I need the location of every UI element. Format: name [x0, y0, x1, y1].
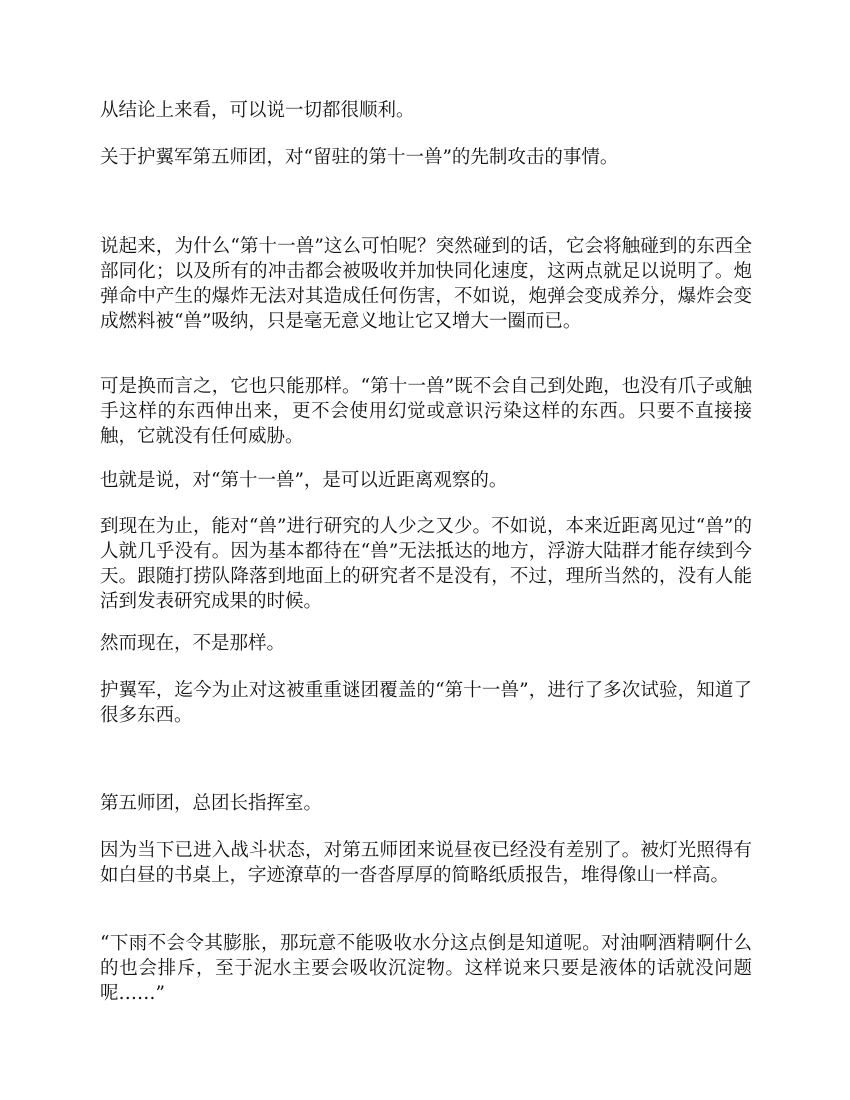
paragraph-close-observation: 也就是说，对“第十一兽”，是可以近距离观察的。 — [100, 470, 508, 491]
paragraph-battle-state: 因为当下已进入战斗状态，对第五师团来说昼夜已经没有差别了。被灯光照得有如白昼的书桌上，字迹潦草的一沓沓厚厚的简略纸质报告，堆得像山一样高。 — [100, 840, 752, 886]
paragraph-dialogue: “下雨不会令其膨胀，那玩意不能吸收水分这点倒是知道呢。对油啊酒精啊什么的也会排斥，至于泥水主要会吸收沉淀物。这样说来只要是液体的话就没问题呢……” — [100, 933, 752, 1004]
paragraph-fifth-division: 关于护翼军第五师团，对“留驻的第十一兽”的先制攻击的事情。 — [100, 147, 619, 168]
paragraph-command-room: 第五师团，总团长指挥室。 — [100, 793, 323, 814]
paragraph-no-threat: 可是换而言之，它也只能那样。“第十一兽”既不会自己到处跑，也没有爪子或触手这样的东西伸出来，更不会使用幻觉或意识污染这样的东西。只要不直接接触，它就没有任何威胁。 — [100, 376, 752, 447]
paragraph-not-so-now: 然而现在，不是那样。 — [100, 633, 286, 654]
paragraph-conclusion: 从结论上来看，可以说一切都很顺利。 — [100, 100, 415, 121]
paragraph-research-history: 到现在为止，能对“兽”进行研究的人少之又少。不如说，本来近距离见过“兽”的人就几乎没有。因为基本都待在“兽”无法抵达的地方，浮游大陆群才能存续到今天。跟随打捞队降落到地面上的研究者不是没有，不过，理所当然的，没有人能活到发表研究成果的时候。 — [100, 516, 752, 612]
paragraph-experiments: 护翼军，迄今为止对这被重重谜团覆盖的“第十一兽”，进行了多次试验，知道了很多东西。 — [100, 680, 752, 726]
paragraph-eleventh-beast-danger: 说起来，为什么“第十一兽”这么可怕呢？突然碰到的话，它会将触碰到的东西全部同化；以及所有的冲击都会被吸收并加快同化速度，这两点就足以说明了。炮弹命中产生的爆炸无法对其造成任何伤害，不如说，炮弹会变成养分，爆炸会变成燃料被“兽”吸纳，只是毫无意义地让它又增大一圈而已。 — [100, 236, 752, 332]
